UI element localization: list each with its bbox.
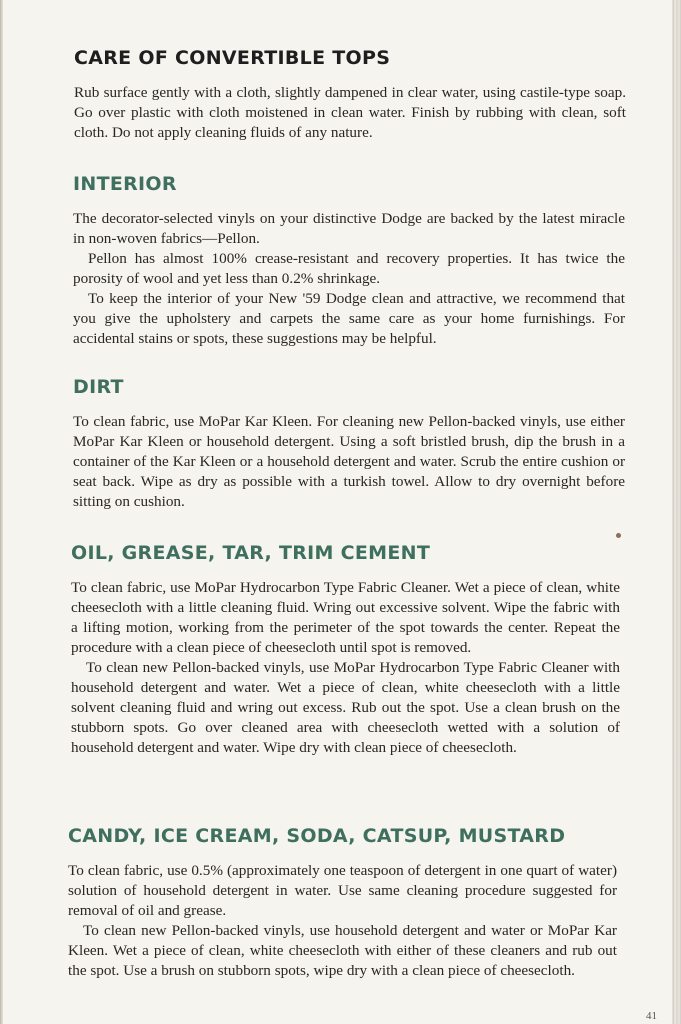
section-convertible-tops [74, 45, 626, 143]
paragraph: To keep the interior of your New '59 Dodge clean and attractive, we recommend that you give the upholstery and carpets the same care as your home furnishings. For accidental stains or spots, these suggestions may be helpful. [73, 290, 625, 347]
paragraph: The decorator-selected vinyls on your distinctive Dodge are backed by the latest miracle in non-woven fabrics—Pellon. [73, 210, 625, 247]
section-heading: DIRT [73, 376, 124, 398]
section-dirt [73, 374, 625, 512]
paragraph: To clean fabric, use MoPar Kar Kleen. For cleaning new Pellon-backed vinyls, use either MoPar Kar Kleen or household detergent. Using a soft bristled brush, dip the brush in a container of the Kar Kleen or a household detergent and water. Scrub the entire cushion or seat back. Wipe as dry as possible with a turkish towel. Allow to dry overnight before sitting on cushion. [73, 413, 625, 510]
paragraph: To clean fabric, use MoPar Hydrocarbon Type Fabric Cleaner. Wet a piece of clean, white cheesecloth with a little cleaning fluid. Wring out excessive solvent. Wipe the fabric with a lifting motion, working from the perimeter of the spot towards the center. Repeat the procedure with a clean piece of cheesecloth until spot is removed. [71, 579, 620, 656]
section-heading: CANDY, ICE CREAM, SODA, CATSUP, MUSTARD [68, 825, 566, 847]
section-interior [73, 171, 625, 349]
section-heading: INTERIOR [73, 173, 177, 195]
section-heading: CARE OF CONVERTIBLE TOPS [74, 47, 391, 69]
paragraph: To clean fabric, use 0.5% (approximately one teaspoon of detergent in one quart of water) solution of household detergent in water. Use same cleaning procedure suggested for removal of oil and grease. [68, 862, 617, 919]
section-oil-grease [71, 540, 620, 758]
paragraph: To clean new Pellon-backed vinyls, use household detergent and water or MoPar Kar Kleen. Wet a piece of clean, white cheesecloth with either of these cleaners and rub out the spot. Use a brush on stubborn spots, wipe dry with a clean piece of cheesecloth. [68, 922, 617, 979]
paragraph: Rub surface gently with a cloth, slightly dampened in clear water, using castile-type soap. Go over plastic with cloth moistened in clean water. Finish by rubbing with clean, soft cloth. Do not apply cleaning fluids of any nature. [74, 84, 626, 141]
paragraph: To clean new Pellon-backed vinyls, use MoPar Hydrocarbon Type Fabric Cleaner with household detergent and water. Wet a piece of clean, white cheesecloth with a little solvent cleaning fluid and wring out excess. Rub out the spot. Use a clean brush on the stubborn spots. Go over cleaned area with cheesecloth wetted with a solution of household detergent and water. Wipe dry with clean piece of cheesecloth. [71, 659, 620, 756]
section-heading: OIL, GREASE, TAR, TRIM CEMENT [71, 542, 431, 564]
page-edge-left [0, 0, 3, 1024]
page-edge-right [667, 0, 681, 1024]
page-number: 41 [646, 1010, 657, 1022]
paragraph: Pellon has almost 100% crease-resistant and recovery properties. It has twice the porosity of wool and yet less than 0.2% shrinkage. [73, 250, 625, 287]
section-candy-ice-cream [68, 823, 617, 981]
ink-speck [616, 533, 621, 538]
